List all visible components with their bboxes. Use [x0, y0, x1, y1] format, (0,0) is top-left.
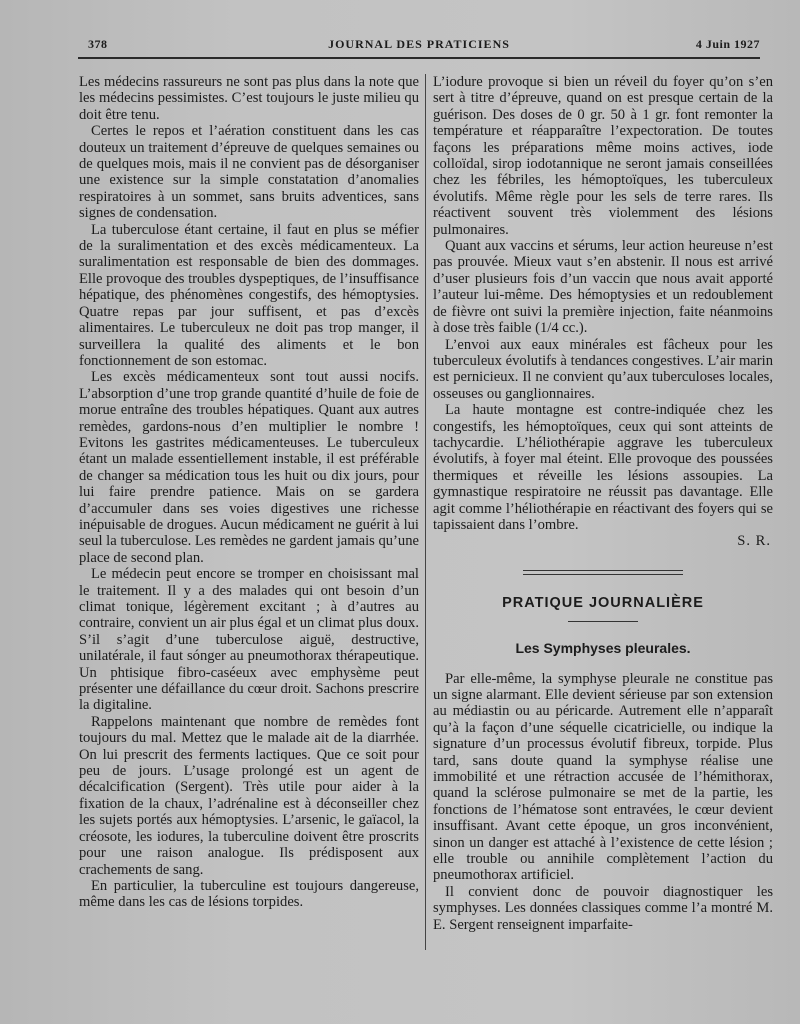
column-divider	[425, 74, 426, 950]
title-underline	[568, 621, 638, 622]
header-rule	[78, 57, 760, 59]
paragraph: Certes le repos et l’aération constituent dans les cas douteux un traitement d’épreuve de quelques semaines ou de quelques mois, mais il ne convient pas de désorganiser une existence sur la simple constatation d’anomalies respiratoires à un sommet, sans bruits adventices, sans signes de condensation.	[79, 123, 419, 222]
running-header	[78, 37, 760, 57]
issue-date: 4 Juin 1927	[695, 37, 760, 51]
paragraph: En particulier, la tuberculine est toujours dangereuse, même dans les cas de lésions torpides.	[79, 877, 419, 911]
author-signature: S. R.	[737, 533, 771, 550]
paragraph: L’iodure provoque si bien un réveil du foyer qu’on s’en sert à titre d’épreuve, quand on est presque certain de la guérison. Des doses de 0 gr. 50 à 1 gr. font remonter la température et réapparaître l’expectoration. De toutes façons les préparations même moins actives, iode colloïdal, sirop iodotannique ne seront jamais conseillées chez les fébriles, les hémoptoïques, les tuberculeux évolutifs. Même règle pour les sels de terre rares. Ils réactivent souvent très violemment des lésions pulmonaires.	[433, 74, 773, 238]
paragraph: Le médecin peut encore se tromper en choisissant mal le traitement. Il y a des malades qui ont besoin d’un climat tonique, légèrement excitant ; à d’autres au contraire, convient un air plus égal et un climat plus doux. S’il s’agit d’une tuberculose aiguë, destructive, unilatérale, il faut sónger au pneumothorax thérapeutique. Un phtisique fibro-caséeux avec emphysème peut présenter une défaillance du cœur droit. Sachons prescrire la digitaline.	[79, 566, 419, 714]
paragraph: Les excès médicamenteux sont tout aussi nocifs. L’absorption d’une trop grande quantité d’huile de foie de morue entraîne des troubles hépatiques. Quant aux autres remèdes, gardons-nous d’en multiplier le nombre ! Evitons les gastrites médicamenteuses. Le tuberculeux étant un malade essentiellement instable, il est préférable de changer sa médication tous les huit ou dix jours, pour lui faire prendre patience. Mais on se gardera d’accumuler dans ses voies digestives une richesse inépuisable de drogues. Aucun médicament ne guérit à lui seul la tuberculose. Les remèdes ne gardent jamais qu’une place de second plan.	[79, 369, 419, 566]
paragraph: Rappelons maintenant que nombre de remèdes font toujours du mal. Mettez que le malade ait de la diarrhée. On lui prescrit des ferments lactiques. Que ce soit pour peu de jours. L’usage prolongé est un agent de décalcification (Sergent). Très utile pour aider à la fixation de la chaux, l’adrénaline est à déconseiller chez les sujets portés aux hémoptysies. L’arsenic, le gaïacol, la créosote, les iodures, la tuberculine doivent être proscrits pour une raison analogue. Ils prédisposent aux crachements de sang.	[79, 713, 419, 878]
paragraph: La haute montagne est contre-indiquée chez les congestifs, les hémoptoïques, ceux qui sont atteints de tachycardie. L’héliothérapie aggrave les tuberculeux évolutifs, à foyer mal éteint. Elle provoque des poussées thermiques et réveille les lésions assoupies. La gymnastique respiratoire ne réussit pas davantage. Elle agit comme l’héliothérapie en réactivant des foyers qui se tapissaient dans l’ombre.	[433, 402, 773, 533]
paragraph: Il convient donc de pouvoir diagnostiquer les symphyses. Les données classiques comme l’a montré M. E. Sergent renseignent imparfaite-	[433, 883, 773, 933]
paragraph: Quant aux vaccins et sérums, leur action heureuse n’est pas prouvée. Mieux vaut s’en abstenir. Il nous est arrivé d’user plusieurs fois d’un vaccin que nous avait apporté l’auteur lui-même. Des hémoptysies et un redoublement de fièvre ont suivi la première injection, faite néanmoins à dose très faible (1/4 cc.).	[433, 238, 773, 337]
page-number: 378	[88, 37, 108, 51]
paragraph: La tuberculose étant certaine, il faut en plus se méfier de la suralimentation et des excès médicamenteux. La suralimentation est responsable de bien des dommages. Elle provoque des troubles dyspeptiques, de l’insuffisance hépatique, des phénomènes congestifs, des hémoptysies. Quatre repas par jour suffisent, et pas d’excès alimentaires. Le tuberculeux ne doit pas trop manger, il surveillera la qualité des aliments et le bon fonctionnement de son estomac.	[79, 221, 419, 369]
section-separator	[523, 570, 683, 575]
left-column	[79, 74, 419, 911]
paragraph: L’envoi aux eaux minérales est fâcheux pour les tuberculeux évolutifs à tendances congestives. L’air marin est pernicieux. Il ne convient qu’aux tuberculoses locales, osseuses ou ganglionnaires.	[433, 336, 773, 402]
article-title: Les Symphyses pleurales.	[515, 640, 691, 657]
paragraph: Par elle-même, la symphyse pleurale ne constitue pas un signe alarmant. Elle devient sérieuse par son extension au médiastin ou au péricarde. Autrement elle n’apparaît qu’à la façon d’une séquelle cicatricielle, ou indique la signature d’un processus évolutif fibreux, torpide. Plus tard, sans doute quand la symphyse réalise une immobilité et une rétraction accusée de l’hémithorax, quand la sclérose pulmonaire se met de la partie, les fonctions de l’hématose sont entravées, le cœur devient insuffisant. Avant cette époque, un gros inconvénient, sinon un danger est attaché à l’existence de cette lésion ; elle trouble ou annihile complètement l’action du pneumothorax artificiel.	[433, 670, 773, 884]
right-column	[433, 74, 773, 933]
journal-title: JOURNAL DES PRATICIENS	[328, 37, 510, 51]
paragraph: Les médecins rassureurs ne sont pas plus dans la note que les médecins pessimistes. C’est toujours le juste milieu qu doit être tenu.	[79, 74, 419, 123]
section-title: PRATIQUE JOURNALIÈRE	[502, 594, 704, 611]
